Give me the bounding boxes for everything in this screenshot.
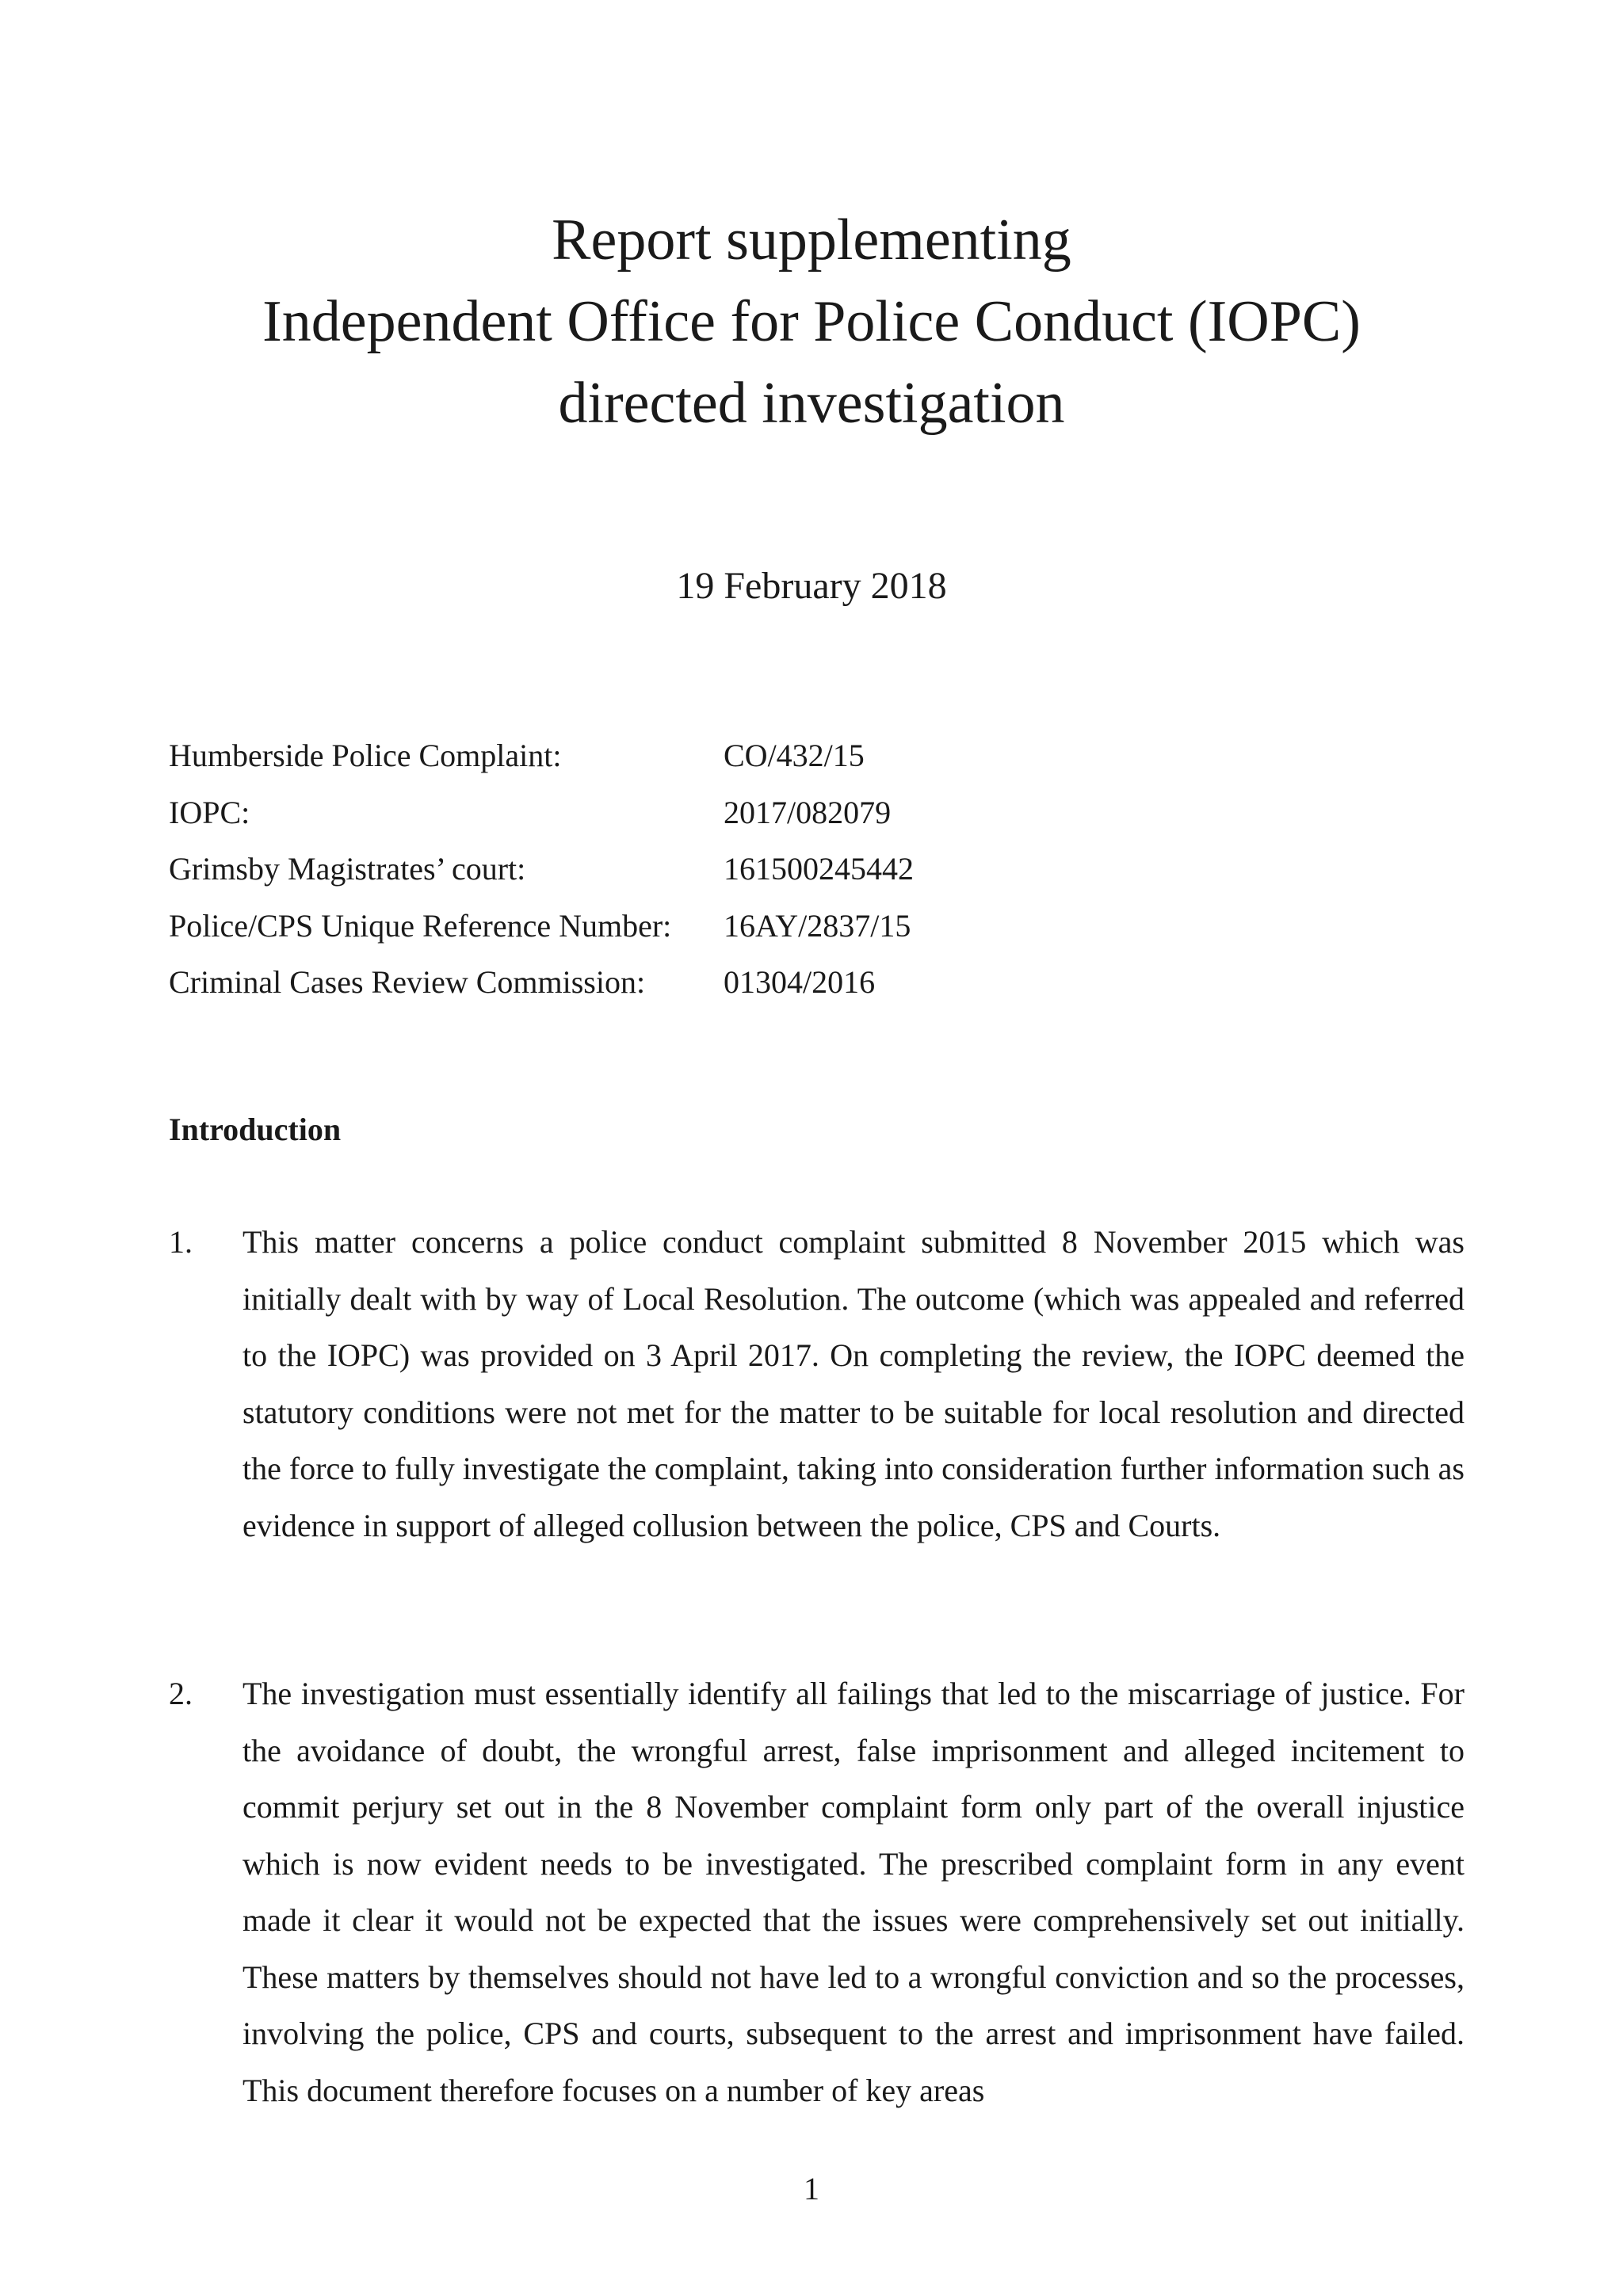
reference-list	[169, 727, 914, 1011]
reference-row	[169, 727, 914, 784]
title-line-3: directed investigation	[558, 371, 1065, 436]
document-title	[0, 200, 1623, 444]
reference-row	[169, 898, 914, 955]
reference-label: Grimsby Magistrates’ court:	[169, 851, 526, 887]
title-line-2: Independent Office for Police Conduct (IOPC)	[262, 289, 1361, 354]
paragraph	[169, 1214, 1465, 1554]
reference-row	[169, 784, 914, 841]
title-line-1: Report supplementing	[552, 208, 1071, 273]
reference-row	[169, 841, 914, 898]
paragraph-text: The investigation must essentially identify all failings that led to the miscarriage of justice. For the avoidance of doubt, the wrongful arrest, false imprisonment and alleged incitement to commit perjury set out in the 8 November complaint form only part of the overall injustice which is now evident needs to be investigated. The prescribed complaint form in any event made it clear it would not be expected that the issues were comprehensively set out initially. These matters by themselves should not have led to a wrongful conviction and so the processes, involving the police, CPS and courts, subsequent to the arrest and imprisonment have failed. This document therefore focuses on a number of key areas	[242, 1676, 1465, 2108]
reference-label: Criminal Cases Review Commission:	[169, 964, 646, 1000]
report-date: 19 February 2018	[676, 565, 947, 607]
reference-row	[169, 954, 914, 1011]
reference-value: 2017/082079	[724, 794, 892, 830]
page-number: 1	[804, 2171, 819, 2206]
reference-label: Police/CPS Unique Reference Number:	[169, 907, 672, 944]
reference-label: IOPC:	[169, 794, 250, 830]
section-heading: Introduction	[169, 1112, 342, 1147]
paragraph-number: 2.	[169, 1676, 193, 1711]
reference-value: 16AY/2837/15	[724, 907, 911, 944]
reference-value: CO/432/15	[724, 738, 865, 773]
paragraph-text: This matter concerns a police conduct complaint submitted 8 November 2015 which was initially dealt with by way of Local Resolution. The outcome (which was appealed and referred to the IOPC) was provided on 3 April 2017. On completing the review, the IOPC deemed the statutory conditions were not met for the matter to be suitable for local resolution and directed the force to fully investigate the complaint, taking into consideration further information such as evidence in support of alleged collusion between the police, CPS and Courts.	[242, 1224, 1465, 1543]
reference-label: Humberside Police Complaint:	[169, 738, 562, 773]
reference-value: 01304/2016	[724, 964, 876, 1000]
paragraph	[169, 1665, 1465, 2119]
paragraph-number: 1.	[169, 1224, 193, 1260]
reference-value: 161500245442	[724, 851, 914, 887]
